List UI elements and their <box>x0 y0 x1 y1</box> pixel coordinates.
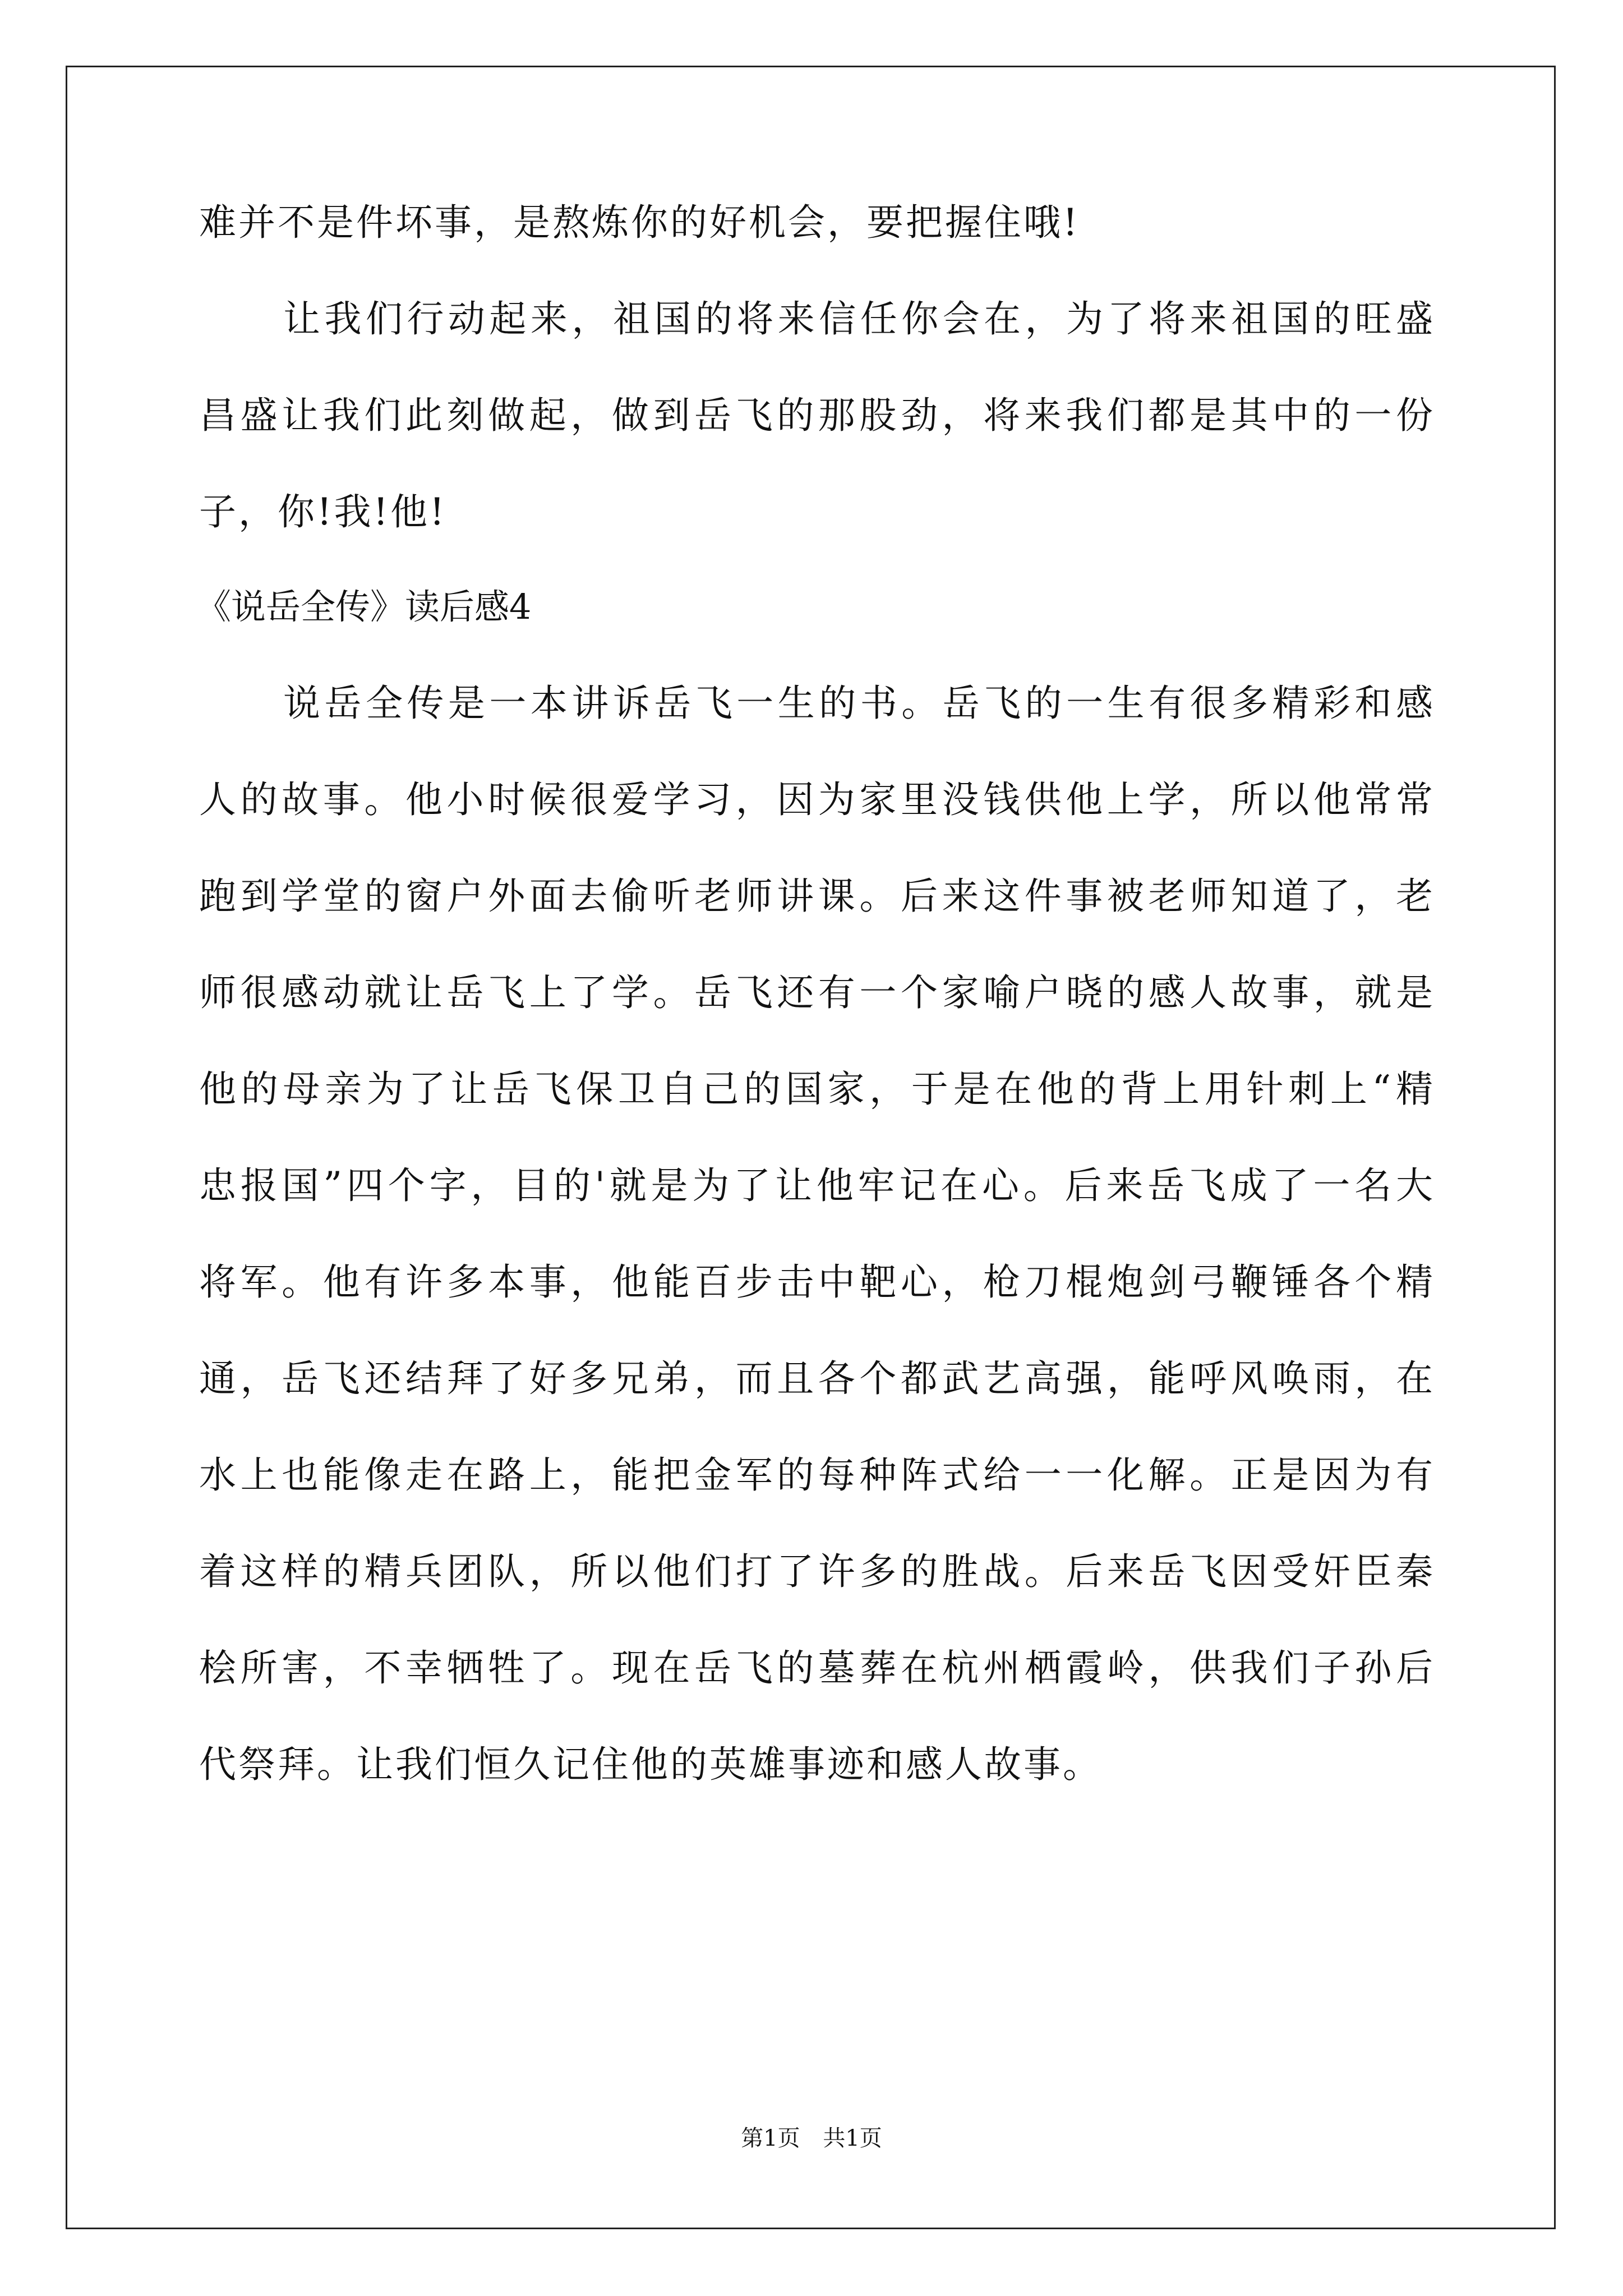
page-footer <box>0 2124 1623 2152</box>
section-heading: 《说岳全传》读后感4 <box>196 586 532 627</box>
page-border <box>66 66 1556 2229</box>
page-total: 共1页 <box>823 2125 882 2151</box>
text-line: 难并不是件坏事，是熬炼你的好机会，要把握住哦! <box>199 201 1080 244</box>
text-line: 师很感动就让岳飞上了学。岳飞还有一个家喻户晓的感人故事，就是 <box>199 971 1433 1014</box>
text-line: 通，岳飞还结拜了好多兄弟，而且各个都武艺高强，能呼风唤雨，在 <box>199 1357 1433 1400</box>
text-line: 昌盛让我们此刻做起，做到岳飞的那股劲，将来我们都是其中的一份 <box>199 394 1433 437</box>
paragraph-first-line: 说岳全传是一本讲诉岳飞一生的书。岳飞的一生有很多精彩和感 <box>283 682 1433 725</box>
text-line: 桧所害，不幸牺牲了。现在岳飞的墓葬在杭州栖霞岭，供我们子孙后 <box>199 1646 1433 1690</box>
text-line: 人的故事。他小时候很爱学习，因为家里没钱供他上学，所以他常常 <box>199 778 1433 821</box>
page-number: 第1页 <box>741 2125 800 2151</box>
text-line: 他的母亲为了让岳飞保卫自己的国家，于是在他的背上用针刺上“精 <box>199 1068 1433 1111</box>
text-line: 跑到学堂的窗户外面去偷听老师讲课。后来这件事被老师知道了，老 <box>199 875 1433 918</box>
text-line: 子，你!我!他! <box>199 490 447 533</box>
text-line: 水上也能像走在路上，能把金军的每种阵式给一一化解。正是因为有 <box>199 1453 1433 1497</box>
text-line: 忠报国”四个字，目的'就是为了让他牢记在心。后来岳飞成了一名大 <box>199 1164 1433 1207</box>
text-line: 将军。他有许多本事，他能百步击中靶心，枪刀棍炮剑弓鞭锤各个精 <box>199 1260 1433 1304</box>
text-line: 着这样的精兵团队，所以他们打了许多的胜战。后来岳飞因受奸臣秦 <box>199 1550 1433 1593</box>
text-line: 代祭拜。让我们恒久记住他的英雄事迹和感人故事。 <box>199 1743 1102 1786</box>
paragraph-first-line: 让我们行动起来，祖国的将来信任你会在，为了将来祖国的旺盛 <box>283 297 1433 341</box>
